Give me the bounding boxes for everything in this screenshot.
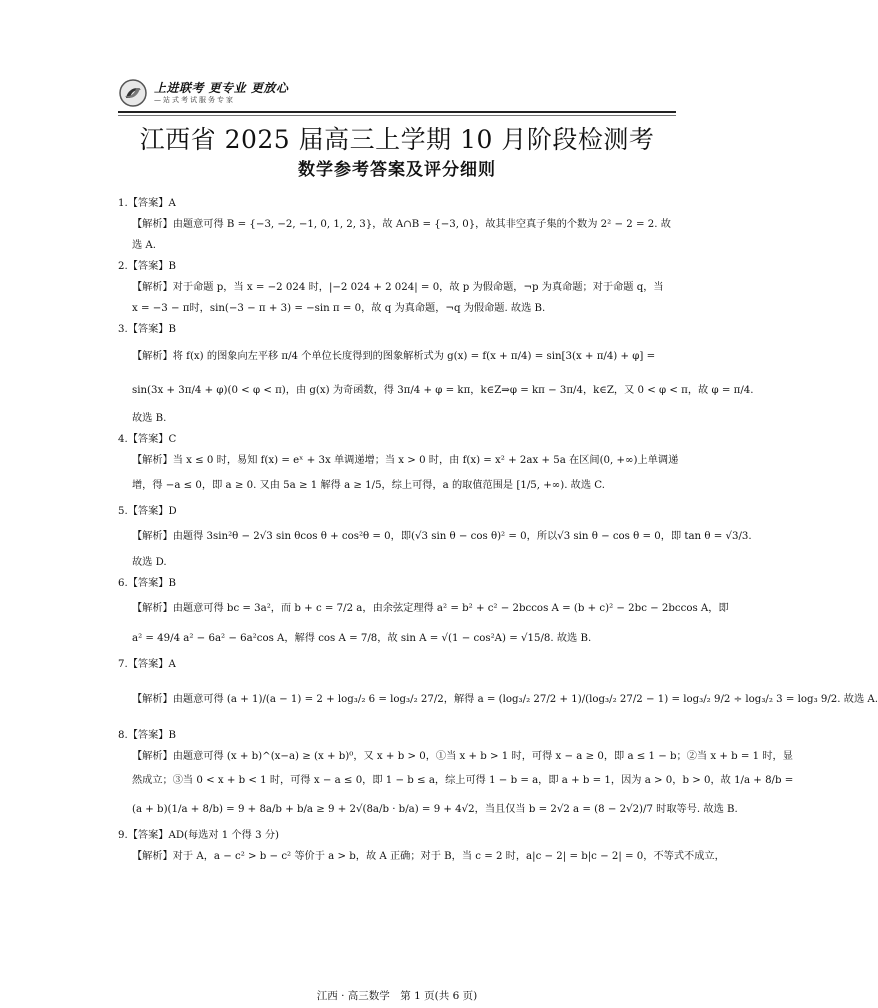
analysis-line: 然成立；③当 0 < x + b < 1 时，可得 x − a ≤ 0，即 1 − b ≤ a，综上可得 1 − b = a，即 a + b = 1，因为 a > 0，b > 0，故 1/a + 8/b = [132, 775, 794, 786]
analysis-line: 【解析】对于命题 p，当 x = −2 024 时，|−2 024 + 2 024| = 0，故 p 为假命题，¬p 为真命题；对于命题 q，当 [132, 282, 664, 293]
analysis-line: 【解析】将 f(x) 的图象向左平移 π/4 个单位长度得到的图象解析式为 g(x) = f(x + π/4) = sin[3(x + π/4) + φ] = [132, 351, 656, 362]
answer-list [118, 193, 878, 867]
answer-line: 4.【答案】C [118, 434, 177, 445]
logo-sub-slogan: —站式考试服务专家 [154, 96, 235, 104]
question-3 [118, 319, 754, 429]
analysis-line: sin(3x + 3π/4 + φ)(0 < φ < π)，由 g(x) 为奇函数，得 3π/4 + φ = kπ，k∈Z⇒φ = kπ − 3π/4，k∈Z，又 0 < φ < π，故 φ = π/4. [132, 385, 754, 396]
question-6 [118, 573, 729, 654]
analysis-line: 选 A. [132, 240, 157, 251]
analysis-line: a² = 49/4 a² − 6a² − 6a²cos A，解得 cos A = 7/8，故 sin A = √(1 − cos²A) = √15/8. 故选 B. [132, 633, 592, 644]
brand-logo [118, 78, 288, 108]
question-5 [118, 501, 752, 573]
logo-swirl-icon [118, 78, 148, 108]
question-2 [118, 256, 676, 319]
document-subtitle: 数学参考答案及评分细则 [298, 160, 496, 180]
question-8 [118, 725, 794, 825]
logo-slogan: 上进联考 更专业 更放心 [154, 81, 289, 95]
analysis-line: 故选 B. [132, 413, 167, 424]
answer-line: 1.【答案】A [118, 198, 176, 209]
analysis-line: 【解析】由题意可得 (x + b)^(x−a) ≥ (x + b)⁰，又 x + b > 0，①当 x + b > 1 时，可得 x − a ≥ 0，即 a ≤ 1 − b；②当 x + b = 1 时，显 [132, 751, 793, 762]
answer-line: 5.【答案】D [118, 506, 177, 517]
analysis-line: x = −3 − π时，sin(−3 − π + 3) = −sin π = 0，故 q 为真命题，¬q 为假命题. 故选 B. [132, 303, 546, 314]
question-9 [118, 825, 725, 867]
analysis-line: 【解析】由题意可得 (a + 1)/(a − 1) = 2 + log₃/₂ 6 = log₃/₂ 27/2，解得 a = (log₃/₂ 27/2 + 1)/(log₃/₂ 27/2 − 1) = log₃/₂ 9/2 ÷ log₃/₂ 3 = log₃ 9/2. 故选 A. [132, 694, 878, 705]
analysis-line: 【解析】由题意可得 bc = 3a²，而 b + c = 7/2 a，由余弦定理得 a² = b² + c² − 2bccos A = (b + c)² − 2bc − 2bccos A，即 [132, 603, 729, 614]
question-4 [118, 429, 679, 501]
document-title: 江西省 2025 届高三上学期 10 月阶段检测考 [139, 125, 655, 154]
question-1 [118, 193, 676, 256]
answer-line: 7.【答案】A [118, 659, 176, 670]
analysis-line: 【解析】由题意可得 B = {−3, −2, −1, 0, 1, 2, 3}，故 A∩B = {−3, 0}，故其非空真子集的个数为 2² − 2 = 2. 故 [132, 219, 671, 230]
answer-line: 9.【答案】AD(每选对 1 个得 3 分) [118, 830, 279, 841]
page-footer: 江西 · 高三数学 第 1 页(共 6 页) [316, 990, 478, 1002]
analysis-line: 增，得 −a ≤ 0，即 a ≥ 0. 又由 5a ≥ 1 解得 a ≥ 1/5，综上可得，a 的取值范围是 [1/5, +∞). 故选 C. [132, 480, 605, 491]
header-divider-thin [118, 115, 676, 116]
analysis-line: 【解析】由题得 3sin²θ − 2√3 sin θcos θ + cos²θ = 0，即(√3 sin θ − cos θ)² = 0，所以√3 sin θ − cos θ = 0，即 tan θ = √3/3. [132, 531, 752, 542]
answer-line: 8.【答案】B [118, 730, 176, 741]
analysis-line: 故选 D. [132, 557, 167, 568]
answer-line: 2.【答案】B [118, 261, 176, 272]
analysis-line: (a + b)(1/a + 8/b) = 9 + 8a/b + b/a ≥ 9 + 2√(8a/b · b/a) = 9 + 4√2，当且仅当 b = 2√2 a = (8 − 2√2)/7 时取等号. 故选 B. [132, 804, 738, 815]
question-7 [118, 654, 878, 725]
analysis-line: 【解析】对于 A，a − c² > b − c² 等价于 a > b，故 A 正确；对于 B，当 c = 2 时，a|c − 2| = b|c − 2| = 0，不等式不成立， [132, 851, 725, 862]
answer-line: 6.【答案】B [118, 578, 176, 589]
answer-line: 3.【答案】B [118, 324, 176, 335]
analysis-line: 【解析】当 x ≤ 0 时，易知 f(x) = eˣ + 3x 单调递增；当 x > 0 时，由 f(x) = x² + 2ax + 5a 在区间(0, +∞)上单调递 [132, 455, 679, 466]
header-divider [118, 111, 676, 113]
